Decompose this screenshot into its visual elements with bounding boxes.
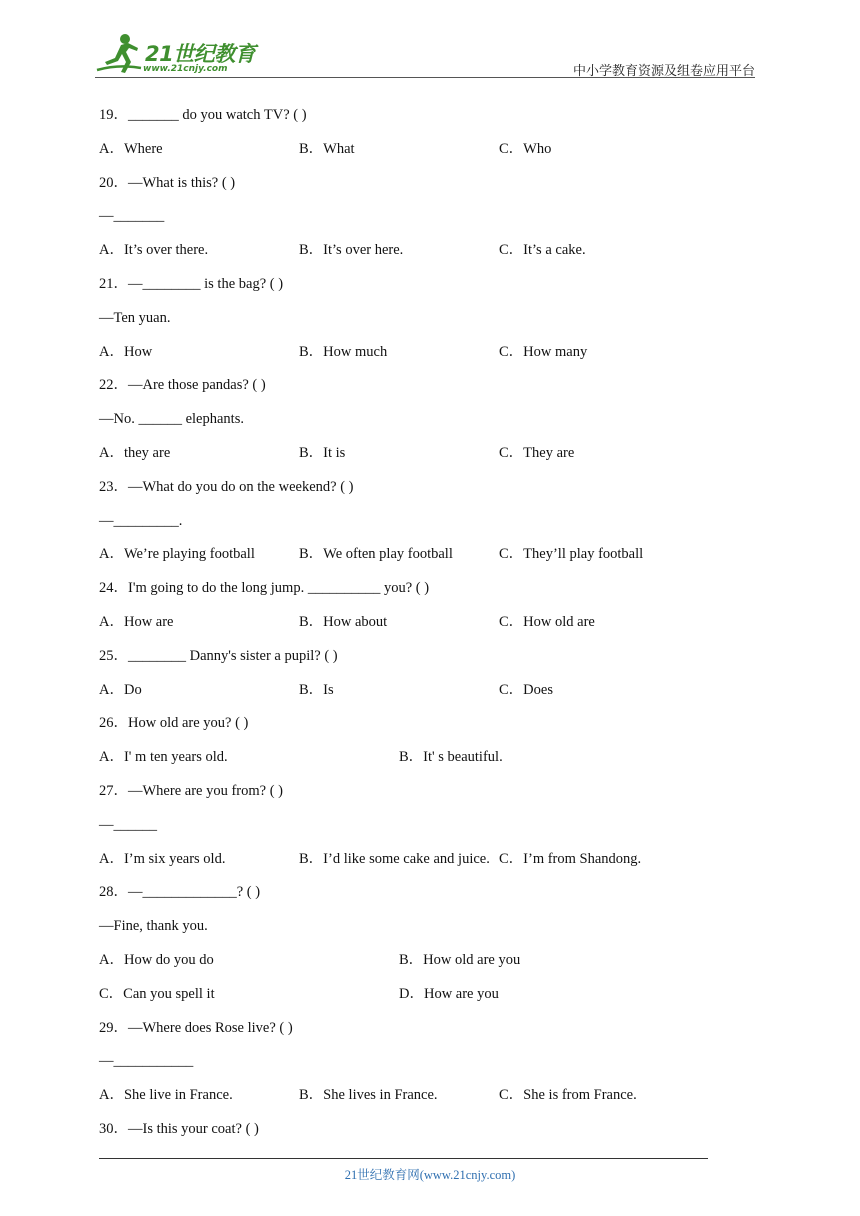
answer-option[interactable]: A．Do	[99, 681, 142, 698]
answer-option[interactable]: A．How do you do	[99, 951, 214, 968]
options-row	[99, 1084, 719, 1118]
answer-option[interactable]: B．She lives in France.	[299, 1087, 438, 1104]
answer-option[interactable]: D．How are you	[399, 985, 499, 1002]
answer-option[interactable]: B．It is	[299, 444, 346, 461]
answer-option[interactable]: C．How many	[499, 343, 588, 360]
answer-option[interactable]: A．She live in France.	[99, 1087, 233, 1104]
answer-option[interactable]: C．How old are	[499, 613, 595, 630]
options-row	[99, 611, 719, 645]
options-row	[99, 983, 719, 1017]
question-response-line: —Ten yuan.	[99, 309, 171, 326]
answer-option[interactable]: B．Is	[299, 681, 334, 698]
question-stem: 24．I'm going to do the long jump. __________ you? ( )	[99, 580, 430, 597]
question-response-line: —___________	[99, 1053, 194, 1070]
question-response-line: —_______	[99, 208, 165, 225]
options-row	[99, 239, 719, 273]
answer-option[interactable]: A．How	[99, 343, 153, 360]
question-response-line: —_________.	[99, 512, 183, 529]
answer-option[interactable]: C．Who	[499, 140, 552, 157]
question-stem: 20．—What is this? ( )	[99, 174, 236, 191]
question-stem: 25．________ Danny's sister a pupil? ( )	[99, 647, 338, 664]
answer-option[interactable]: C．It’s a cake.	[499, 242, 586, 259]
answer-option[interactable]: C．They are	[499, 444, 575, 461]
options-row	[99, 848, 719, 882]
question-stem: 23．—What do you do on the weekend? ( )	[99, 478, 354, 495]
question-response-line: —Fine, thank you.	[99, 918, 208, 935]
page-header	[95, 32, 755, 78]
answer-option[interactable]: B．How about	[299, 613, 388, 630]
answer-option[interactable]: B．It’s over here.	[299, 242, 404, 259]
runner-logo-icon	[95, 32, 143, 76]
question-stem: 21．—________ is the bag? ( )	[99, 275, 284, 292]
site-title: 中小学教育资源及组卷应用平台	[572, 63, 755, 78]
answer-option[interactable]: C．I’m from Shandong.	[499, 850, 642, 867]
answer-option[interactable]: B．It' s beautiful.	[399, 749, 503, 766]
answer-option[interactable]: B．What	[299, 140, 355, 157]
answer-option[interactable]: A．Where	[99, 140, 163, 157]
question-stem: 19．_______ do you watch TV? ( )	[99, 107, 307, 123]
answer-option[interactable]: A．It’s over there.	[99, 242, 209, 259]
answer-option[interactable]: C．Can you spell it	[99, 985, 215, 1002]
question-stem: 27．—Where are you from? ( )	[99, 782, 283, 799]
answer-option[interactable]: A．We’re playing football	[99, 546, 255, 563]
options-row	[99, 949, 719, 983]
answer-option[interactable]: A．they are	[99, 444, 171, 461]
question-stem: 26．How old are you? ( )	[99, 715, 249, 732]
header-divider	[95, 77, 755, 78]
footer-divider	[99, 1158, 708, 1159]
site-logo	[95, 32, 260, 76]
options-row	[99, 341, 719, 375]
answer-option[interactable]: B．How much	[299, 343, 388, 360]
options-row	[99, 442, 719, 476]
answer-option[interactable]: B．I’d like some cake and juice.	[299, 850, 490, 867]
question-stem: 28．—_____________? ( )	[99, 884, 261, 901]
question-list	[99, 104, 719, 1152]
question-response-line: —______	[99, 816, 157, 833]
answer-option[interactable]: C．She is from France.	[499, 1087, 637, 1104]
answer-option[interactable]: B．We often play football	[299, 546, 453, 563]
question-response-line: —No. ______ elephants.	[99, 411, 244, 428]
options-row	[99, 543, 719, 577]
answer-option[interactable]: A．I’m six years old.	[99, 850, 226, 867]
question-stem: 22．—Are those pandas? ( )	[99, 377, 266, 394]
options-row	[99, 679, 719, 713]
answer-option[interactable]: C．Does	[499, 681, 553, 698]
footer-text: 21世纪教育网(www.21cnjy.com)	[344, 1168, 516, 1182]
answer-option[interactable]: A．I' m ten years old.	[99, 749, 228, 766]
answer-option[interactable]: B．How old are you	[399, 951, 521, 968]
answer-option[interactable]: C．They’ll play football	[499, 546, 644, 563]
options-row	[99, 746, 719, 780]
question-stem: 30．—Is this your coat? ( )	[99, 1120, 259, 1137]
question-stem: 29．—Where does Rose live? ( )	[99, 1019, 293, 1036]
answer-option[interactable]: A．How are	[99, 613, 174, 630]
logo-url-text: www.21cnjy.com	[143, 64, 228, 74]
logo-brand-text: 21世纪教育	[145, 42, 256, 66]
options-row	[99, 138, 719, 172]
